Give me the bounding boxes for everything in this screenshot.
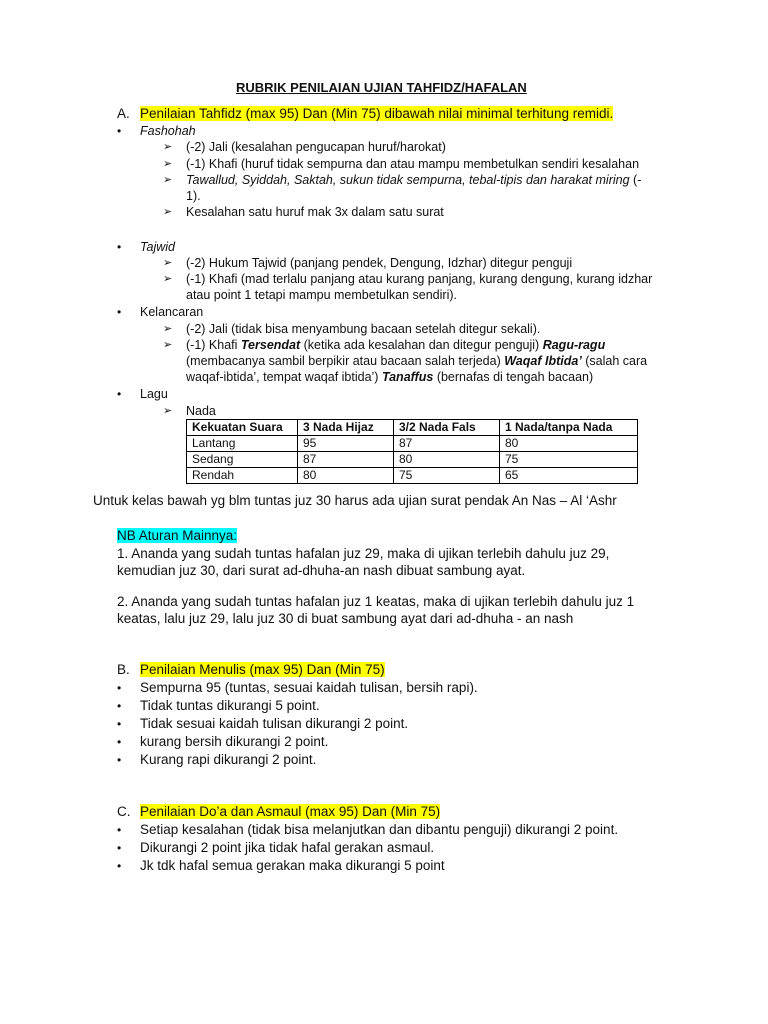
section-b-item: kurang bersih dikurangi 2 point. [140, 734, 329, 749]
table-cell: Sedang [187, 452, 298, 468]
table-cell: 95 [298, 436, 394, 452]
kelancaran-text: (bernafas di tengah bacaan) [433, 370, 594, 384]
section-b-item: Sempurna 95 (tuntas, sesuai kaidah tulisan, bersih rapi). [140, 680, 478, 695]
lagu-label: Lagu [140, 387, 168, 401]
kelancaran-item-line3 [186, 369, 593, 385]
kelancaran-term: Tersendat [240, 338, 301, 352]
kelancaran-label: Kelancaran [140, 305, 204, 319]
section-c-heading: Penilaian Do’a dan Asmaul (max 95) Dan (Min 75) [140, 804, 441, 819]
kelancaran-text: (salah cara [581, 354, 648, 368]
bullet-icon: • [117, 753, 122, 767]
bullet-icon: • [117, 717, 122, 731]
arrow-bullet-icon: ➢ [163, 158, 173, 170]
nb-rule-2-line1: 2. Ananda yang sudah tuntas hafalan juz 1 keatas, maka di ujikan terlebih dahulu juz 1 [117, 594, 635, 609]
table-cell: 80 [500, 436, 638, 452]
tajwid-label: Tajwid [140, 240, 175, 254]
bullet-icon: • [117, 240, 122, 254]
kelancaran-text: (-1) Khafi [186, 338, 241, 352]
fashohah-label: Fashohah [140, 124, 196, 138]
fashohah-item: (-1) Khafi (huruf tidak sempurna dan atau mampu membetulkan sendiri kesalahan [186, 157, 640, 171]
section-b-item: Kurang rapi dikurangi 2 point. [140, 752, 317, 767]
arrow-bullet-icon: ➢ [163, 206, 173, 218]
table-cell: 80 [298, 468, 394, 484]
table-header-cell: 1 Nada/tanpa Nada [500, 420, 638, 436]
kelancaran-text: (ketika ada kesalahan dan ditegur penguji) [300, 338, 543, 352]
kelancaran-term: Tanaffus [381, 370, 434, 384]
bullet-icon: • [117, 735, 122, 749]
kelancaran-item-line2 [186, 353, 647, 369]
table-header-cell: 3 Nada Hijaz [298, 420, 394, 436]
table-cell: 87 [394, 436, 500, 452]
section-c-item: Dikurangi 2 point jika tidak hafal gerakan asmaul. [140, 840, 435, 855]
table-cell: 65 [500, 468, 638, 484]
section-b-letter: B. [117, 662, 130, 677]
bullet-icon: • [117, 841, 122, 855]
arrow-bullet-icon: ➢ [163, 339, 173, 351]
arrow-bullet-icon: ➢ [163, 405, 173, 417]
nb-rule-1-line1: 1. Ananda yang sudah tuntas hafalan juz 29, maka di ujikan terlebih dahulu juz 29, [117, 546, 610, 561]
bullet-icon: • [117, 387, 122, 401]
table-header-row [187, 420, 638, 436]
section-b-item: Tidak sesuai kaidah tulisan dikurangi 2 point. [140, 716, 409, 731]
nb-rule-1-line2: kemudian juz 30, dari surat ad-dhuha-an nash dibuat sambung ayat. [117, 563, 526, 578]
kelancaran-text: (membacanya sambil berpikir atau bacaan salah terjeda) [186, 354, 505, 368]
section-b-heading: Penilaian Menulis (max 95) Dan (Min 75) [140, 662, 385, 677]
bullet-icon: • [117, 699, 122, 713]
kelancaran-item: (-2) Jali (tidak bisa menyambung bacaan setelah ditegur sekali). [186, 322, 541, 336]
table-cell: Rendah [187, 468, 298, 484]
table-row [187, 436, 638, 452]
kelancaran-text: waqaf-ibtida’, tempat waqaf ibtida’) [186, 370, 382, 384]
bullet-icon: • [117, 305, 122, 319]
section-c-item: Setiap kesalahan (tidak bisa melanjutkan dan dibantu penguji) dikurangi 2 point. [140, 822, 619, 837]
tajwid-item-continuation: atau point 1 tetapi mampu membetulkan sendiri). [186, 288, 457, 302]
table-cell: 87 [298, 452, 394, 468]
kelancaran-term: Ragu-ragu [542, 338, 606, 352]
section-c-item: Jk tdk hafal semua gerakan maka dikurangi 5 point [140, 858, 445, 873]
table-header-cell: Kekuatan Suara [187, 420, 298, 436]
section-a-heading: Penilaian Tahfidz (max 95) Dan (Min 75) dibawah nilai minimal terhitung remidi. [140, 106, 614, 121]
fashohah-item-suffix: (- [633, 173, 642, 187]
bullet-icon: • [117, 681, 122, 695]
nada-label: Nada [186, 404, 216, 418]
table-cell: 75 [394, 468, 500, 484]
bullet-icon: • [117, 124, 122, 138]
kelas-bawah-note: Untuk kelas bawah yg blm tuntas juz 30 harus ada ujian surat pendak An Nas – Al ‘Ashr [93, 493, 617, 508]
table-cell: 75 [500, 452, 638, 468]
table-row [187, 452, 638, 468]
bullet-icon: • [117, 859, 122, 873]
fashohah-item: (-2) Jali (kesalahan pengucapan huruf/harokat) [186, 140, 446, 154]
fashohah-item-continuation: 1). [186, 189, 201, 203]
arrow-bullet-icon: ➢ [163, 273, 173, 285]
document-title: RUBRIK PENILAIAN UJIAN TAHFIDZ/HAFALAN [236, 80, 527, 95]
nb-rule-2-line2: keatas, lalu juz 29, lalu juz 30 di buat sambung ayat dari ad-dhuha - an nash [117, 611, 574, 626]
section-b-item: Tidak tuntas dikurangi 5 point. [140, 698, 320, 713]
section-a-letter: A. [117, 106, 130, 121]
table-header-cell: 3/2 Nada Fals [394, 420, 500, 436]
arrow-bullet-icon: ➢ [163, 257, 173, 269]
fashohah-item: Kesalahan satu huruf mak 3x dalam satu surat [186, 205, 444, 219]
kelancaran-item-line1 [186, 337, 605, 353]
tajwid-item: (-2) Hukum Tajwid (panjang pendek, Dengung, Idzhar) ditegur penguji [186, 256, 573, 270]
table-cell: Lantang [187, 436, 298, 452]
fashohah-item: Tawallud, Syiddah, Saktah, sukun tidak sempurna, tebal-tipis dan harakat miring [186, 173, 630, 187]
bullet-icon: • [117, 823, 122, 837]
section-c-letter: C. [117, 804, 131, 819]
table-row [187, 468, 638, 484]
arrow-bullet-icon: ➢ [163, 141, 173, 153]
kelancaran-term: Waqaf Ibtida’ [504, 354, 582, 368]
arrow-bullet-icon: ➢ [163, 323, 173, 335]
tajwid-item: (-1) Khafi (mad terlalu panjang atau kurang panjang, kurang dengung, kurang idzhar [186, 272, 653, 286]
nb-heading: NB Aturan Mainnya: [117, 528, 238, 543]
arrow-bullet-icon: ➢ [163, 174, 173, 186]
lagu-score-table [186, 419, 638, 484]
table-cell: 80 [394, 452, 500, 468]
